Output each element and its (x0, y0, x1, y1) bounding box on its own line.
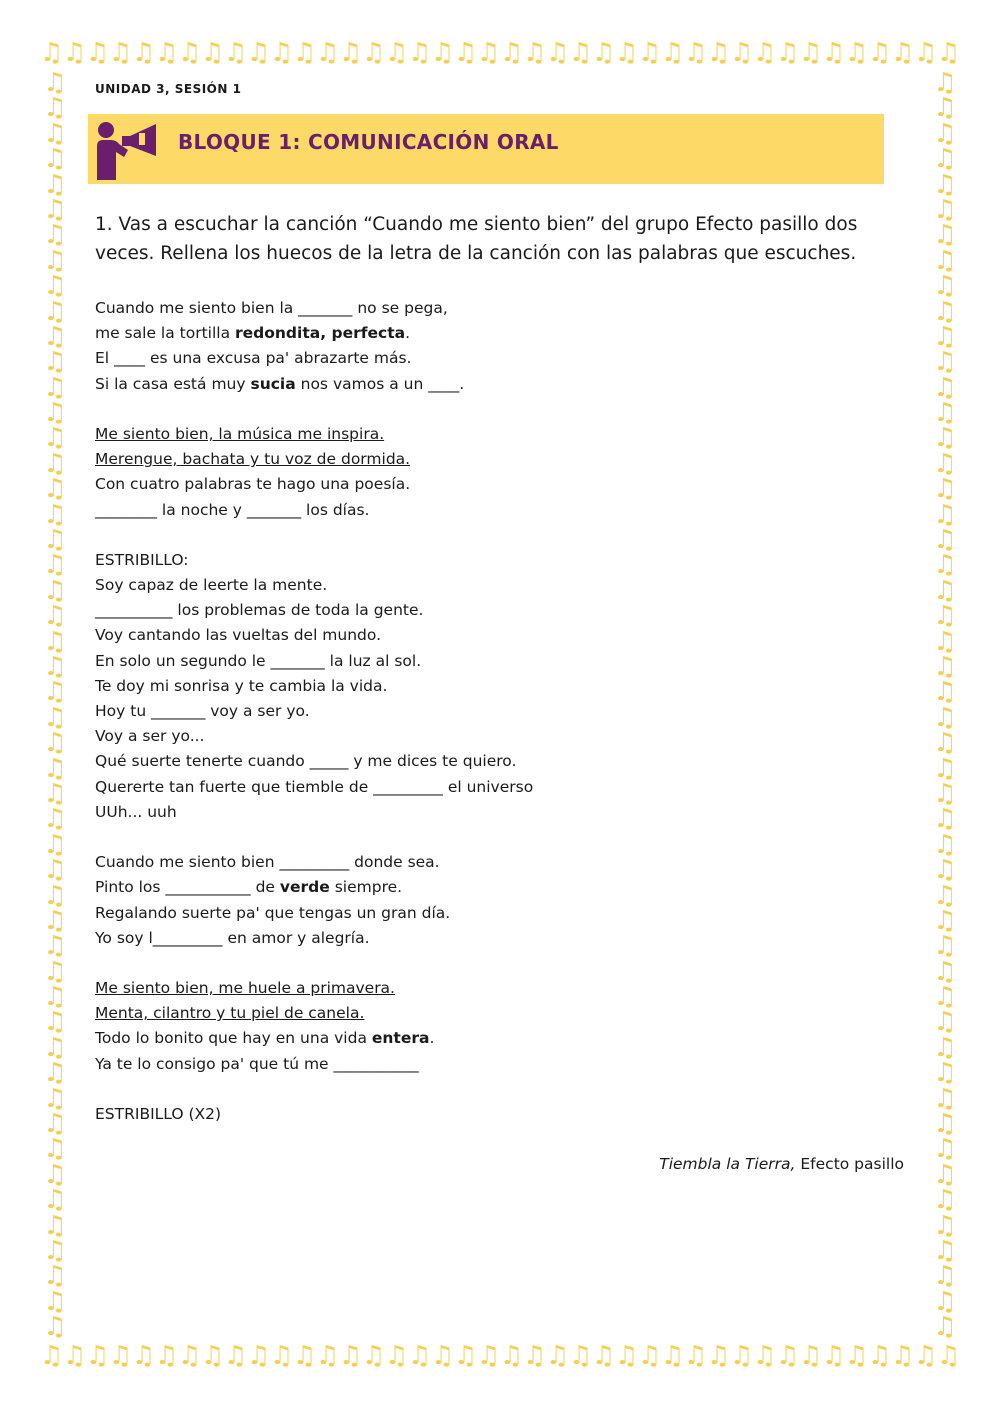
music-note-icon: ♫ (592, 1343, 616, 1371)
music-note-icon: ♫ (933, 1134, 957, 1165)
music-note-icon: ♫ (933, 245, 957, 276)
music-note-icon: ♫ (933, 1261, 957, 1292)
music-note-icon: ♫ (155, 1343, 179, 1371)
music-note-icon: ♫ (933, 1032, 957, 1063)
music-note-icon: ♫ (933, 1109, 957, 1140)
music-note-icon: ♫ (933, 398, 957, 429)
music-note-icon: ♫ (43, 905, 67, 936)
music-note-icon: ♫ (43, 93, 67, 124)
music-note-icon: ♫ (43, 829, 67, 860)
music-note-icon: ♫ (43, 1312, 67, 1343)
music-note-icon: ♫ (43, 70, 67, 98)
music-note-icon: ♫ (933, 474, 957, 505)
music-note-icon: ♫ (43, 347, 67, 378)
music-note-icon: ♫ (933, 321, 957, 352)
lyric-line-underlined: Menta, cilantro y tu piel de canela. (95, 1004, 365, 1023)
music-note-icon: ♫ (43, 575, 67, 606)
music-note-icon: ♫ (43, 1058, 67, 1089)
music-note-icon: ♫ (546, 1343, 570, 1371)
music-note-icon: ♫ (43, 855, 67, 886)
music-note-icon: ♫ (933, 1312, 957, 1343)
music-note-icon: ♫ (270, 1343, 294, 1371)
megaphone-person-icon (94, 120, 160, 180)
music-note-icon: ♫ (933, 499, 957, 530)
chorus-heading: ESTRIBILLO: (95, 550, 189, 569)
music-note-icon: ♫ (933, 220, 957, 251)
music-note-icon: ♫ (933, 448, 957, 479)
music-note-icon: ♫ (822, 40, 846, 68)
music-note-icon: ♫ (362, 1343, 386, 1371)
music-note-icon: ♫ (684, 1343, 708, 1371)
music-note-icon: ♫ (43, 1235, 67, 1266)
music-note-icon: ♫ (43, 448, 67, 479)
music-note-icon: ♫ (43, 296, 67, 327)
music-note-icon: ♫ (43, 931, 67, 962)
music-note-icon: ♫ (385, 40, 409, 68)
music-note-icon: ♫ (40, 40, 64, 68)
music-note-icon: ♫ (43, 677, 67, 708)
music-note-icon: ♫ (933, 804, 957, 835)
music-note-icon: ♫ (43, 1032, 67, 1063)
music-note-icon: ♫ (615, 1343, 639, 1371)
music-note-icon: ♫ (546, 40, 570, 68)
lyric-line: Hoy tu _______ voy a ser yo. (95, 702, 310, 720)
music-note-icon: ♫ (43, 880, 67, 911)
music-note-icon: ♫ (933, 525, 957, 556)
music-note-icon: ♫ (63, 1343, 87, 1371)
music-note-icon: ♫ (868, 40, 892, 68)
lyric-line: Con cuatro palabras te hago una poesía. (95, 475, 411, 494)
music-note-icon: ♫ (293, 1343, 317, 1371)
music-note-icon: ♫ (933, 1083, 957, 1114)
music-note-icon: ♫ (707, 1343, 731, 1371)
music-note-icon: ♫ (43, 321, 67, 352)
music-note-icon: ♫ (43, 372, 67, 403)
song-credit (659, 1155, 904, 1173)
chorus-repeat-label: ESTRIBILLO (X2) (95, 1105, 222, 1123)
music-note-icon: ♫ (43, 601, 67, 632)
music-note-icon: ♫ (454, 40, 478, 68)
music-note-icon: ♫ (933, 855, 957, 886)
music-note-icon: ♫ (799, 1343, 823, 1371)
music-note-border-right (930, 70, 960, 1343)
music-note-icon: ♫ (385, 1343, 409, 1371)
music-note-icon: ♫ (933, 905, 957, 936)
music-note-icon: ♫ (933, 118, 957, 149)
music-note-icon: ♫ (132, 1343, 156, 1371)
music-note-border-left (40, 70, 70, 1343)
music-note-icon: ♫ (224, 40, 248, 68)
bold-word: verde (279, 878, 330, 897)
unit-session-label: UNIDAD 3, SESIÓN 1 (95, 82, 242, 96)
music-note-icon: ♫ (270, 40, 294, 68)
music-note-icon: ♫ (43, 194, 67, 225)
music-note-icon: ♫ (891, 1343, 915, 1371)
music-note-icon: ♫ (799, 40, 823, 68)
lyric-line: Si la casa está muy sucia nos vamos a un ____. (95, 374, 465, 393)
lyric-line-underlined: Me siento bien, la música me inspira. (95, 424, 385, 443)
music-note-icon: ♫ (43, 118, 67, 149)
music-note-icon: ♫ (933, 728, 957, 759)
music-note-icon: ♫ (933, 677, 957, 708)
lyric-line: Voy cantando las vueltas del mundo. (95, 626, 382, 645)
music-note-icon: ♫ (316, 40, 340, 68)
music-note-icon: ♫ (933, 144, 957, 175)
lyric-line: Qué suerte tenerte cuando _____ y me dices te quiero. (95, 752, 517, 771)
music-note-icon: ♫ (661, 40, 685, 68)
music-note-icon: ♫ (86, 40, 110, 68)
music-note-icon: ♫ (43, 245, 67, 276)
music-note-icon: ♫ (845, 1343, 869, 1371)
music-note-icon: ♫ (933, 956, 957, 987)
music-note-icon: ♫ (523, 1343, 547, 1371)
music-note-icon: ♫ (43, 220, 67, 251)
block-header-bar (88, 114, 884, 184)
music-note-icon: ♫ (933, 550, 957, 581)
lyric-line: En solo un segundo le _______ la luz al sol. (95, 651, 422, 670)
lyric-line: Voy a ser yo... (95, 727, 205, 746)
music-note-icon: ♫ (730, 1343, 754, 1371)
music-note-icon: ♫ (933, 1058, 957, 1089)
music-note-icon: ♫ (132, 40, 156, 68)
music-note-icon: ♫ (43, 525, 67, 556)
music-note-icon: ♫ (477, 40, 501, 68)
music-note-border-bottom (40, 1343, 960, 1373)
music-note-icon: ♫ (933, 626, 957, 657)
music-note-icon: ♫ (316, 1343, 340, 1371)
music-note-icon: ♫ (661, 1343, 685, 1371)
music-note-icon: ♫ (43, 702, 67, 733)
music-note-icon: ♫ (933, 194, 957, 225)
song-title: Tiembla la Tierra, (659, 1155, 796, 1173)
music-note-icon: ♫ (63, 40, 87, 68)
music-note-icon: ♫ (247, 1343, 271, 1371)
music-note-icon: ♫ (730, 40, 754, 68)
music-note-icon: ♫ (43, 1159, 67, 1190)
music-note-icon: ♫ (431, 40, 455, 68)
music-note-icon: ♫ (408, 1343, 432, 1371)
music-note-icon: ♫ (500, 40, 524, 68)
music-note-icon: ♫ (933, 372, 957, 403)
music-note-icon: ♫ (933, 651, 957, 682)
music-note-icon: ♫ (43, 804, 67, 835)
music-note-icon: ♫ (178, 40, 202, 68)
music-note-icon: ♫ (753, 40, 777, 68)
music-note-icon: ♫ (933, 296, 957, 327)
lyric-line-underlined: Merengue, bachata y tu voz de dormida. (95, 450, 411, 469)
music-note-icon: ♫ (569, 40, 593, 68)
block-title: BLOQUE 1: COMUNICACIÓN ORAL (178, 130, 559, 154)
music-note-icon: ♫ (43, 1134, 67, 1165)
music-note-icon: ♫ (933, 829, 957, 860)
music-note-icon: ♫ (201, 1343, 225, 1371)
music-note-icon: ♫ (109, 1343, 133, 1371)
music-note-icon: ♫ (477, 1343, 501, 1371)
music-note-icon: ♫ (247, 40, 271, 68)
artist-name: Efecto pasillo (795, 1155, 904, 1173)
music-note-icon: ♫ (86, 1343, 110, 1371)
music-note-icon: ♫ (638, 40, 662, 68)
music-note-icon: ♫ (43, 271, 67, 302)
lyric-line: Pinto los ___________ de verde siempre. (95, 878, 403, 897)
music-note-icon: ♫ (937, 40, 960, 68)
lyric-line: Te doy mi sonrisa y te cambia la vida. (95, 676, 388, 695)
lyric-line: Todo lo bonito que hay en una vida entera. (95, 1029, 435, 1048)
music-note-icon: ♫ (43, 423, 67, 454)
music-note-icon: ♫ (43, 1185, 67, 1216)
instruction-line: 1. Vas a escuchar la canción “Cuando me siento bien” del grupo Efecto pasillo dos (95, 214, 858, 235)
music-note-icon: ♫ (933, 271, 957, 302)
lyric-line: __________ los problemas de toda la gente. (95, 601, 424, 620)
music-note-icon: ♫ (43, 982, 67, 1013)
music-note-icon: ♫ (43, 474, 67, 505)
music-note-icon: ♫ (933, 1185, 957, 1216)
music-note-icon: ♫ (339, 40, 363, 68)
music-note-icon: ♫ (43, 1083, 67, 1114)
lyric-line: Ya te lo consigo pa' que tú me ___________ (95, 1054, 419, 1073)
lyric-line: me sale la tortilla redondita, perfecta. (95, 324, 410, 343)
music-note-icon: ♫ (43, 956, 67, 987)
song-lyrics (95, 296, 895, 1127)
music-note-icon: ♫ (43, 550, 67, 581)
music-note-icon: ♫ (933, 778, 957, 809)
music-note-icon: ♫ (178, 1343, 202, 1371)
music-note-icon: ♫ (933, 347, 957, 378)
music-note-icon: ♫ (293, 40, 317, 68)
music-note-icon: ♫ (224, 1343, 248, 1371)
music-note-icon: ♫ (933, 1235, 957, 1266)
music-note-icon: ♫ (43, 1109, 67, 1140)
lyric-line: El ____ es una excusa pa' abrazarte más. (95, 349, 412, 368)
music-note-icon: ♫ (43, 1286, 67, 1317)
lyric-line: Quererte tan fuerte que tiemble de _________ el universo (95, 777, 534, 796)
music-note-icon: ♫ (933, 1286, 957, 1317)
bold-word: sucia (250, 374, 296, 393)
music-note-icon: ♫ (933, 753, 957, 784)
music-note-icon: ♫ (776, 1343, 800, 1371)
music-note-icon: ♫ (362, 40, 386, 68)
music-note-icon: ♫ (891, 40, 915, 68)
music-note-icon: ♫ (43, 499, 67, 530)
music-note-icon: ♫ (592, 40, 616, 68)
music-note-icon: ♫ (933, 1007, 957, 1038)
instruction-line: veces. Rellena los huecos de la letra de la canción con las palabras que escuches. (95, 243, 857, 264)
music-note-icon: ♫ (523, 40, 547, 68)
lyric-line: UUh... uuh (95, 802, 177, 821)
lyric-line: Yo soy l_________ en amor y alegría. (95, 928, 370, 947)
music-note-icon: ♫ (822, 1343, 846, 1371)
lyric-line: Cuando me siento bien la _______ no se pega, (95, 299, 448, 317)
music-note-icon: ♫ (569, 1343, 593, 1371)
music-note-icon: ♫ (933, 575, 957, 606)
music-note-icon: ♫ (868, 1343, 892, 1371)
music-note-icon: ♫ (43, 144, 67, 175)
music-note-icon: ♫ (914, 1343, 938, 1371)
music-note-icon: ♫ (431, 1343, 455, 1371)
exercise-instruction (95, 210, 885, 268)
music-note-icon: ♫ (707, 40, 731, 68)
music-note-icon: ♫ (43, 169, 67, 200)
music-note-icon: ♫ (43, 728, 67, 759)
lyric-line: Regalando suerte pa' que tengas un gran día. (95, 903, 451, 922)
music-note-icon: ♫ (933, 880, 957, 911)
music-note-icon: ♫ (933, 601, 957, 632)
music-note-icon: ♫ (500, 1343, 524, 1371)
music-note-icon: ♫ (933, 93, 957, 124)
music-note-icon: ♫ (201, 40, 225, 68)
music-note-icon: ♫ (43, 1210, 67, 1241)
bold-word: redondita, perfecta (235, 324, 406, 343)
music-note-icon: ♫ (43, 651, 67, 682)
music-note-icon: ♫ (933, 1210, 957, 1241)
music-note-icon: ♫ (339, 1343, 363, 1371)
lyric-line: ________ la noche y _______ los días. (95, 500, 370, 519)
music-note-icon: ♫ (638, 1343, 662, 1371)
lyric-line: Cuando me siento bien _________ donde sea. (95, 853, 440, 872)
music-note-icon: ♫ (43, 753, 67, 784)
music-note-icon: ♫ (43, 1007, 67, 1038)
lyric-line-underlined: Me siento bien, me huele a primavera. (95, 979, 395, 998)
music-note-icon: ♫ (933, 70, 957, 98)
music-note-icon: ♫ (684, 40, 708, 68)
music-note-icon: ♫ (43, 626, 67, 657)
music-note-icon: ♫ (933, 702, 957, 733)
music-note-icon: ♫ (615, 40, 639, 68)
music-note-icon: ♫ (40, 1343, 64, 1371)
music-note-icon: ♫ (914, 40, 938, 68)
music-note-icon: ♫ (845, 40, 869, 68)
music-note-icon: ♫ (43, 778, 67, 809)
music-note-icon: ♫ (776, 40, 800, 68)
music-note-icon: ♫ (43, 1261, 67, 1292)
music-note-icon: ♫ (408, 40, 432, 68)
bold-word: entera (371, 1029, 430, 1048)
music-note-icon: ♫ (933, 1159, 957, 1190)
music-note-icon: ♫ (933, 169, 957, 200)
music-note-icon: ♫ (933, 931, 957, 962)
music-note-icon: ♫ (933, 423, 957, 454)
music-note-icon: ♫ (454, 1343, 478, 1371)
music-note-icon: ♫ (937, 1343, 960, 1371)
music-note-border-top (40, 40, 960, 70)
music-note-icon: ♫ (155, 40, 179, 68)
music-note-icon: ♫ (753, 1343, 777, 1371)
music-note-icon: ♫ (933, 982, 957, 1013)
music-note-icon: ♫ (109, 40, 133, 68)
lyric-line: Soy capaz de leerte la mente. (95, 576, 328, 595)
music-note-icon: ♫ (43, 398, 67, 429)
